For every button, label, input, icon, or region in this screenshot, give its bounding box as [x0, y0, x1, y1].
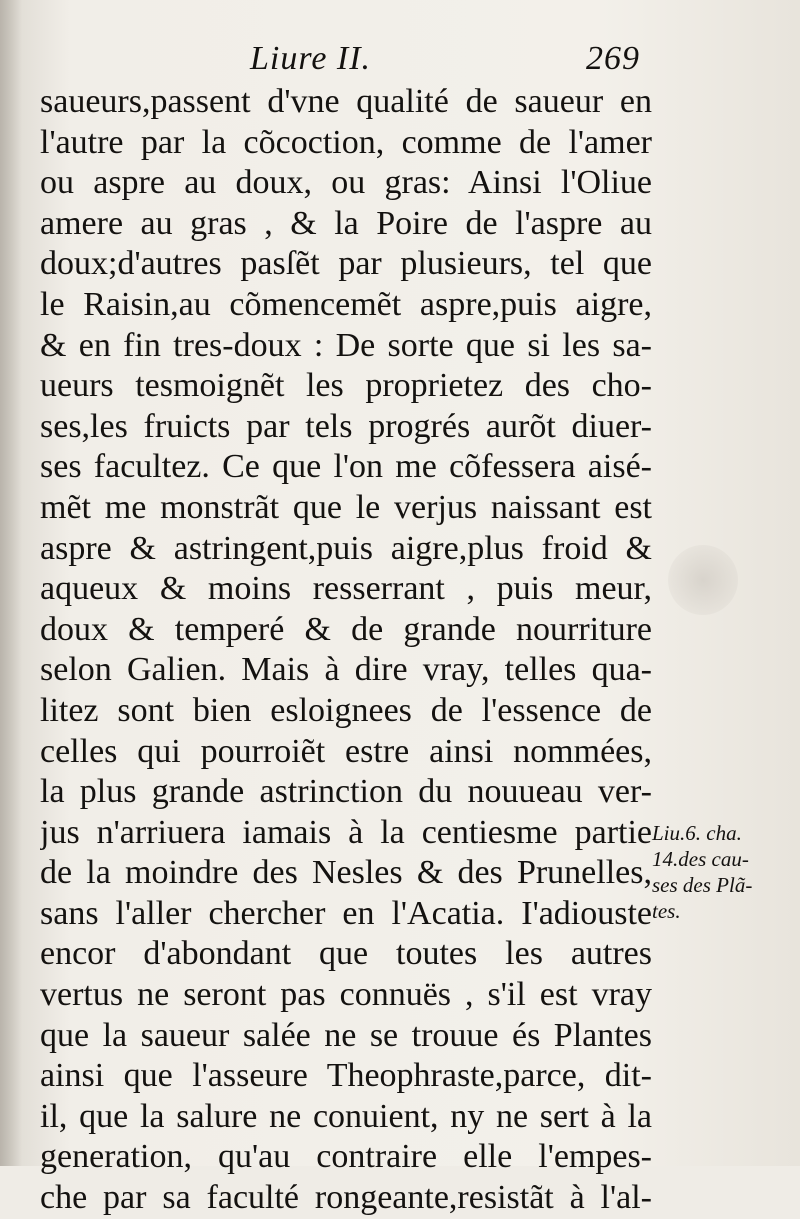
text-line: sans l'aller chercher en l'Acatia. I'adiouste — [40, 894, 652, 932]
text-line: encor d'abondant que toutes les autres — [40, 935, 652, 973]
page-number: 269 — [586, 40, 640, 77]
text-line: ou aspre au doux, ou gras: Ainsi l'Oliue — [40, 164, 652, 202]
text-line: aqueux & moins resserrant , puis meur, — [40, 570, 652, 608]
text-line: ainsi que l'asseure Theophraste,parce, dit- — [40, 1057, 652, 1095]
text-line: litez sont bien esloignees de l'essence de — [40, 691, 652, 729]
text-line: que la saueur salée ne se trouue és Plantes — [40, 1016, 652, 1054]
text-line: ses,les fruicts par tels progrés aurõt diuer- — [40, 407, 652, 445]
text-line: aspre & astringent,puis aigre,plus froid & — [40, 529, 652, 567]
text-line: ses facultez. Ce que l'on me cõfessera aisé- — [40, 448, 652, 486]
text-line: vertus ne seront pas connuës , s'il est vray — [40, 976, 652, 1014]
text-line: generation, qu'au contraire elle l'empes- — [40, 1138, 652, 1176]
text-line: che par sa faculté rongeante,resistãt à l'al- — [40, 1179, 652, 1217]
text-line: il, que la salure ne conuient, ny ne sert à la — [40, 1097, 652, 1135]
text-line: doux;d'autres pasſẽt par plusieurs, tel que — [40, 245, 652, 283]
marginal-note-line: tes. — [652, 899, 681, 923]
marginal-note — [652, 820, 792, 924]
text-line: le Raisin,au cõmencemẽt aspre,puis aigre, — [40, 285, 652, 323]
paper-stain — [668, 545, 738, 615]
text-line: amere au gras , & la Poire de l'aspre au — [40, 204, 652, 242]
text-line: de la moindre des Nesles & des Prunelles, — [40, 854, 652, 892]
running-head: Liure II. — [250, 40, 372, 77]
text-line: & en fin tres-doux : De sorte que si les sa- — [40, 326, 652, 364]
marginal-note-line: 14.des cau- — [652, 847, 749, 871]
text-line: saueurs,passent d'vne qualité de saueur en — [40, 83, 652, 120]
page-header — [250, 40, 640, 84]
text-line: l'autre par la cõcoction, comme de l'amer — [40, 123, 652, 161]
text-line: jus n'arriuera iamais à la centiesme partie — [40, 813, 652, 851]
text-line: mẽt me monstrãt que le verjus naissant est — [40, 488, 652, 526]
text-line: ueurs tesmoignẽt les proprietez des cho- — [40, 367, 652, 405]
marginal-note-line: ses des Plã- — [652, 873, 753, 897]
text-line: doux & temperé & de grande nourriture — [40, 610, 652, 648]
text-line: celles qui pourroiẽt estre ainsi nommées, — [40, 732, 652, 770]
marginal-note-line: Liu.6. cha. — [652, 821, 742, 845]
text-line: la plus grande astrinction du nouueau ver- — [40, 773, 652, 811]
text-line: selon Galien. Mais à dire vray, telles qua- — [40, 651, 652, 689]
body-text — [40, 82, 652, 1219]
